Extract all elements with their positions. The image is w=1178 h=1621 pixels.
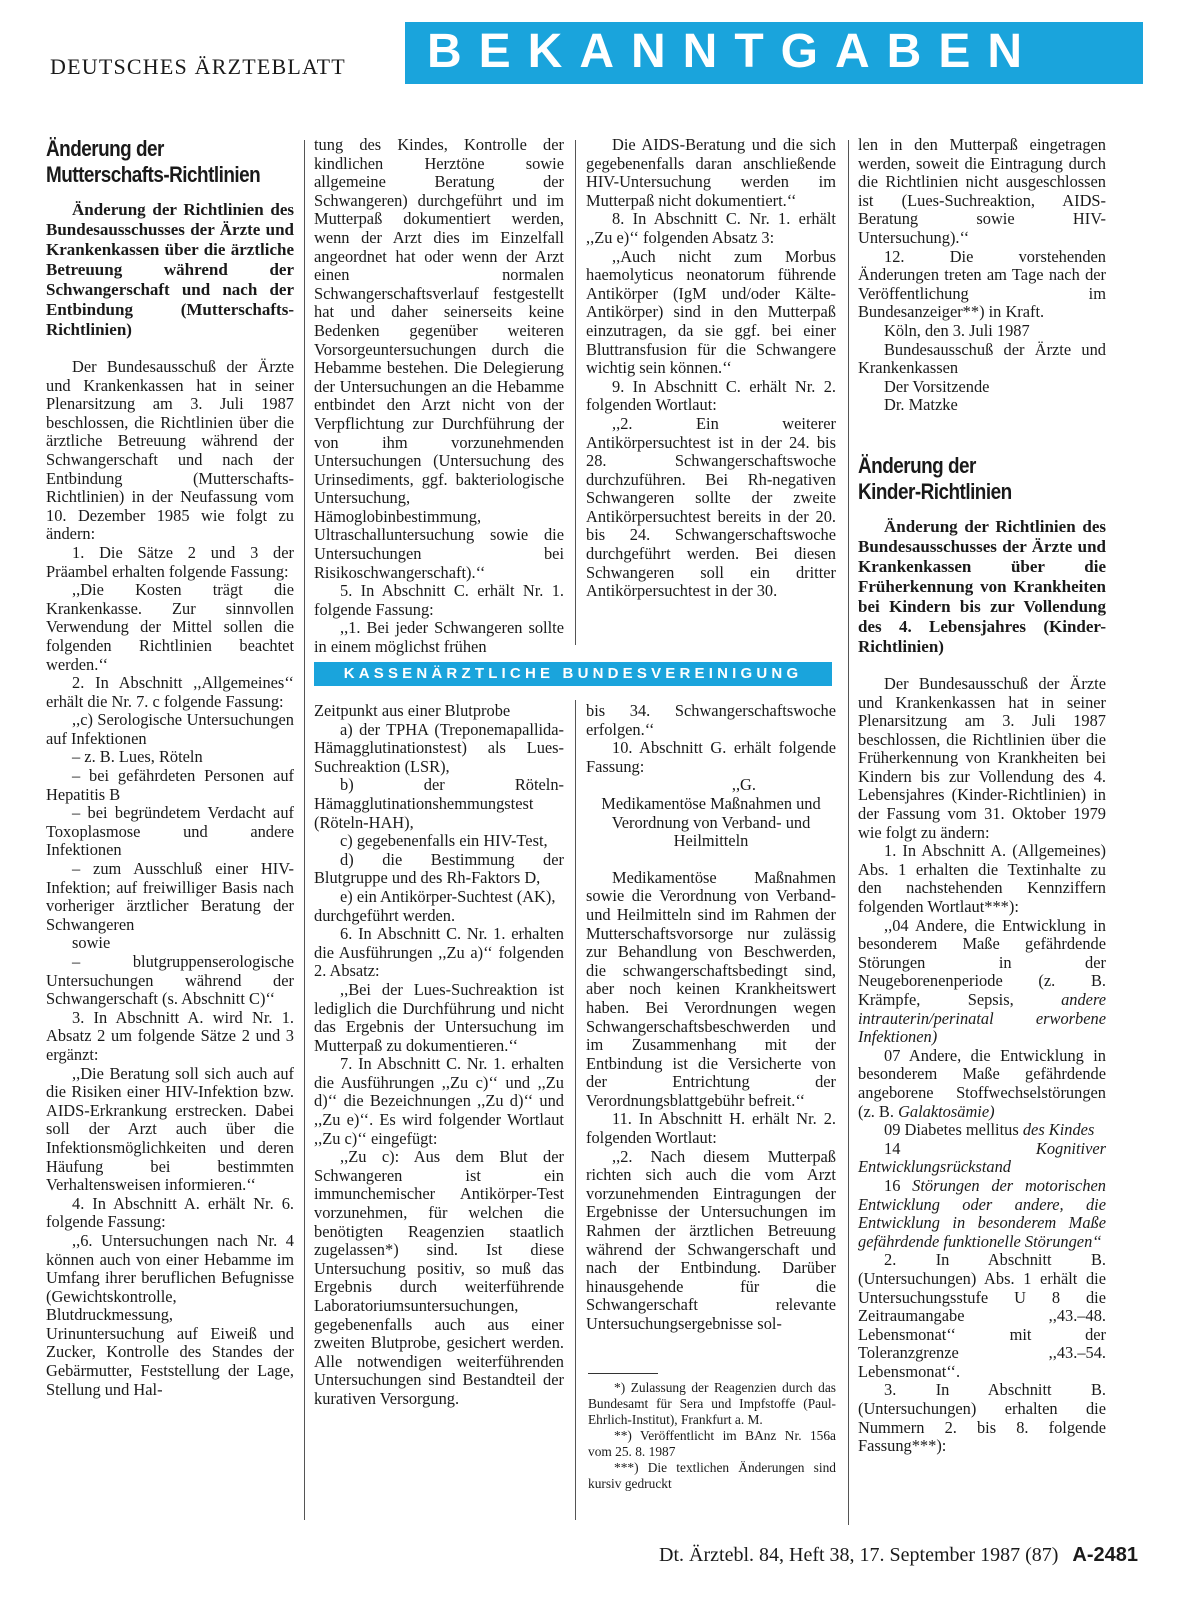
footnote: *) Zulassung der Reagenzien durch das Bundesamt für Sera und Impfstoffe (Paul-Ehrlich-Institut), Frankfurt a. M. [588,1380,836,1427]
paragraph: ,,c) Serologische Untersuchungen auf Infektionen [46,710,294,748]
article-title: Änderung der [858,452,976,478]
footnotes [588,1380,836,1492]
section-banner-title: BEKANNTGABEN [427,25,1039,78]
article-title: Kinder-Richtlinien [858,478,1012,504]
text: 14 [884,1138,1036,1158]
column-2-top [314,136,564,657]
paragraph: ,,Auch nicht zum Morbus haemolyticus neonatorum führende Antikörper (IgM und/oder Kälte-Antikörper) sind in den Mutterpaß einzutragen, da sie ggf. bei einer Bluttransfusion für die Schwangere wichtig sein können.‘‘ [586,246,836,378]
paragraph: 2. In Abschnitt ,,Allgemeines‘‘ erhält die Nr. 7. c folgende Fassung: [46,673,294,711]
column-2-bottom [314,702,564,1409]
list-item: – zum Ausschluß einer HIV-Infektion; auf freiwilliger Basis nach vorheriger ärztlicher Beratung der Schwangeren [46,859,294,934]
paragraph: 3. In Abschnitt B. (Untersuchungen) erhalten die Nummern 2. bis 8. folgende Fassung***): [858,1380,1106,1456]
column-1 [46,136,294,1399]
signature-name: Dr. Matzke [884,395,958,415]
paragraph: 10. Abschnitt G. erhält folgende Fassung: [586,738,836,776]
list-item: – bei begründetem Verdacht auf Toxoplasmose und andere Infektionen [46,803,294,860]
kbv-banner [314,662,832,686]
column-3-bottom [586,702,836,1334]
column-rule [575,700,576,1520]
paragraph: 5. In Abschnitt C. erhält Nr. 1. folgende Fassung: [314,581,564,619]
list-item: a) der TPHA (Treponemapallida-Hämagglutinationstest) als Lues-Suchreaktion (LSR), [314,719,564,776]
footnote: **) Veröffentlicht im BAnz Nr. 156a vom 25. 8. 1987 [588,1428,836,1459]
paragraph: ,,Die Kosten trägt die Krankenkasse. Zur sinnvollen Verwendung der Mittel sollen die folgenden Richtlinien beachtet werden.‘‘ [46,580,294,674]
footnote-rule [588,1373,658,1374]
list-item: b) der Röteln-Hämagglutinationshemmungstest (Röteln-HAH), [314,775,564,832]
paragraph: sowie [72,933,111,953]
paragraph: Medikamentöse Maßnahmen sowie die Verordnung von Verband- und Heilmitteln sind im Rahmen der Mutterschaftsvorsorge nur zulässig zur Behandlung von Beschwerden, die schwangerschaftsbedingt sind, aber noch keinen Krankheitswert haben. Bei Verordnungen wegen Schwangerschaftsbeschwerden und im Zusammenhang mit der Entbindung ist die Versicherte von der Entrichtung der Verordnungsblattgebühr befreit.‘‘ [586,867,836,1110]
paragraph: ,,Die Beratung soll sich auch auf die Risiken einer HIV-Infektion bzw. AIDS-Erkrankung erstrecken. Dabei soll der Arzt auch über die Infektionsmöglichkeiten und deren Häufung bei bestimmten Verhaltensweisen informieren.‘‘ [46,1063,294,1195]
article-subtitle: Änderung der Richtlinien des Bundesausschusses der Ärzte und Krankenkassen über die Früherkennung von Krankheiten bei Kindern bis zur Vollendung des 4. Lebensjahres (Kinder-Richtlinien) [858,516,1106,656]
article-title: Änderung der [46,136,164,161]
italic-text: Störungen der motorischen Entwicklung oder andere, die Entwicklung in besonderem Maße gefährdende funktionelle Störungen‘‘ [858,1175,1106,1251]
paragraph: Zeitpunkt aus einer Blutprobe [314,701,511,720]
paragraph: 1. Die Sätze 2 und 3 der Präambel erhalten folgende Fassung: [46,542,294,581]
paragraph: 6. In Abschnitt C. Nr. 1. erhalten die Ausführungen ,,Zu a)‘‘ folgenden 2. Absatz: [314,924,564,981]
paragraph: 8. In Abschnitt C. Nr. 1. erhält ,,Zu e)‘‘ folgenden Absatz 3: [586,209,836,247]
paragraph: Der Bundesausschuß der Ärzte und Krankenkassen hat in seiner Plenarsitzung am 3. Juli 1987 beschlossen, die Richtlinien über die ärztliche Betreuung während der Schwangerschaft und nach der Entbindung (Mutterschafts-Richtlinien) in der Neufassung vom 10. Dezember 1985 wie folgt zu ändern: [46,357,294,544]
paragraph [858,1047,1106,1121]
paragraph: len in den Mutterpaß eingetragen werden, soweit die Eintragung durch die Richtlinien nicht ausgeschlossen ist (Lues-Suchreaktion, AIDS-Beratung sowie HIV-Untersuchung).‘‘ [858,135,1106,247]
footnote: ***) Die textlichen Änderungen sind kursiv gedruckt [588,1460,836,1491]
text: ,,04 Andere, die Entwicklung in besonderem Maße gefährdende Störungen in der Neugeborenenperiode (z. B. Krämpfe, Sepsis, [858,915,1106,1009]
paragraph: ,,2. Nach diesem Mutterpaß richten sich auch die vom Arzt vorzunehmenden Eintragungen der Ergebnisse der Untersuchungen im Rahmen der ärztlichen Betreuung während der Schwangerschaft und nach der Entbindung. Darüber hinausgehende für die Schwangerschaft relevante Untersuchungsergebnisse sol- [586,1146,836,1333]
paragraph: ,,Zu c): Aus dem Blut der Schwangeren ist ein immunchemischer Antikörper-Test vorzunehmen, für welchen die benötigten Reagenzien staatlich zugelassen*) sind. Ist diese Untersuchung positiv, so muß das Ergebnis durch weiterführende Laboratoriumsuntersuchungen, gegebenenfalls auch aus einer zweiten Blutprobe, gesichert werden. Alle notwendigen weiterführenden Untersuchungen sind Bestandteil der kurativen Versorgung. [314,1147,564,1408]
column-rule [304,140,305,1520]
article-title: Mutterschafts-Richtlinien [46,162,261,187]
paragraph: ,,Bei der Lues-Suchreaktion ist lediglich die Durchführung und nicht das Ergebnis der Untersuchung im Mutterpaß zu dokumentieren.‘‘ [314,979,564,1055]
paragraph: 4. In Abschnitt A. erhält Nr. 6. folgende Fassung: [46,1193,294,1232]
section-heading: ,,G. [731,775,756,795]
paragraph [858,917,1106,1047]
paragraph [858,1177,1106,1251]
paragraph: 7. In Abschnitt C. Nr. 1. erhalten die Ausführungen ,,Zu c)‘‘ und ,,Zu d)‘‘ die Bezeichnungen ,,Zu d)‘‘ und ,,Zu e)‘‘. Es wird folgender Wortlaut ,,Zu c)‘‘ eingefügt: [314,1054,564,1148]
paragraph: 9. In Abschnitt C. erhält Nr. 2. folgenden Wortlaut: [586,376,836,415]
page-number: A-2481 [1072,1544,1138,1566]
paragraph: durchgeführt werden. [314,905,456,925]
list-item: – z. B. Lues, Röteln [72,747,203,767]
paragraph: 11. In Abschnitt H. erhält Nr. 2. folgenden Wortlaut: [586,1109,836,1148]
paragraph: ,,2. Ein weiterer Antikörpersuchtest ist in der 24. bis 28. Schwangerschaftswoche durchzuführen. Bei Rh-negativen Schwangeren sollte der zweite Antikörpersuchtest bereits in der 20. bis 24. Schwangerschaftswoche durchgeführt werden. Bei diesen Schwangeren soll ein dritter Antikörpersuchtest in der 30. [586,413,836,601]
signature-body: Bundesausschuß der Ärzte und Krankenkassen [858,339,1106,378]
list-item: – blutgruppenserologische Untersuchungen während der Schwangerschaft (s. Abschnitt C)‘‘ [46,952,294,1009]
paragraph: 2. In Abschnitt B. (Untersuchungen) Abs. 1 erhält die Untersuchungsstufe U 8 die Zeitraumangabe ,,43.–48. Lebensmonat‘‘ mit der Toleranzgrenze ,,43.–54. Lebensmonat‘‘. [858,1250,1106,1381]
text: 07 Andere, die Entwicklung in besonderem Maße gefährdende angeborene Stoffwechselstörungen (z. B. [858,1045,1106,1121]
column-4 [858,136,1106,1456]
paragraph: ,,1. Bei jeder Schwangeren sollte in einem möglichst frühen [314,618,564,657]
paragraph: 1. In Abschnitt A. (Allgemeines) Abs. 1 erhalten die Textinhalte zu den nachstehenden Kennziffern folgenden Wortlaut***): [858,841,1106,917]
list-item: d) die Bestimmung der Blutgruppe und des Rh-Faktors D, [314,849,564,888]
page-footer [659,1544,1138,1567]
kbv-banner-title: KASSENÄRZTLICHE BUNDESVEREINIGUNG [343,665,803,682]
italic-text: des Kindes [1022,1120,1095,1140]
paragraph: tung des Kindes, Kontrolle der kindlichen Herztöne sowie allgemeine Beratung der Schwangeren) durchgeführt und im Mutterpaß dokumentiert werden, wenn der Arzt dies im Einzelfall angeordnet hat oder wenn der Arzt einen normalen Schwangerschaftsverlauf festgestellt hat und daher seinerseits keine Bedenken gegenüber weiteren Vorsorgeuntersuchungen durch die Hebamme bestehen. Die Delegierung der Untersuchungen an die Hebamme entbindet den Arzt nicht von der Verpflichtung zur Durchführung der von ihm vorzunehmenden Untersuchungen (Untersuchung des Urinsediments, ggf. bakteriologische Untersuchung, Hämoglobinbestimmung, Ultraschalluntersuchung sowie die Untersuchungen bei Risikoschwangerschaft).‘‘ [314,135,564,582]
section-banner [405,22,1143,84]
citation: Dt. Ärztebl. 84, Heft 38, 17. September 1987 (87) [659,1544,1059,1566]
list-item: c) gegebenenfalls ein HIV-Test, [340,831,548,851]
signature-date: Köln, den 3. Juli 1987 [884,320,1030,340]
section-heading: Medikamentöse Maßnahmen und Verordnung von Verband- und Heilmitteln [601,793,821,851]
signature-role: Der Vorsitzende [884,376,990,396]
text: 16 [884,1175,913,1195]
list-item: – bei gefährdeten Personen auf Hepatitis B [46,766,294,804]
text: 09 Diabetes mellitus [884,1120,1023,1140]
italic-text: andere intrauterin/perinatal erworbene Infektionen) [858,990,1106,1047]
column-rule [575,140,576,645]
paragraph: 12. Die vorstehenden Änderungen treten am Tage nach der Veröffentlichung im Bundesanzeiger**) in Kraft. [858,246,1106,322]
paragraph: 3. In Abschnitt A. wird Nr. 1. Absatz 2 um folgende Sätze 2 und 3 ergänzt: [46,1007,294,1064]
italic-text: Kognitiver Entwicklungsrückstand [858,1138,1106,1177]
column-3-top [586,136,836,601]
article-subtitle: Änderung der Richtlinien des Bundesausschusses der Ärzte und Krankenkassen über die ärztliche Betreuung während der Schwangerschaft und nach der Entbindung (Mutterschafts-Richtlinien) [46,200,294,339]
paragraph: ,,6. Untersuchungen nach Nr. 4 können auch von einer Hebamme im Umfang ihrer beruflichen Befugnisse (Gewichtskontrolle, Blutdruckmessung, Urinuntersuchung auf Eiweiß und Zucker, Kontrolle des Standes der Gebärmutter, Feststellung der Lage, Stellung und Hal- [46,1230,294,1399]
paragraph [858,1140,1106,1177]
column-rule [848,140,849,1525]
italic-text: Galaktosämie) [898,1101,995,1121]
paragraph: Der Bundesausschuß der Ärzte und Krankenkassen hat in seiner Plenarsitzung am 3. Juli 1987 beschlossen, die Richtlinien über die Früherkennung von Krankheiten bei Kindern bis zur Vollendung des 4. Lebensjahres (Kinder-Richtlinien) in der Fassung vom 31. Oktober 1979 wie folgt zu ändern: [858,673,1106,842]
paragraph [858,1121,1106,1140]
paragraph: bis 34. Schwangerschaftswoche erfolgen.‘‘ [586,701,836,739]
list-item: e) ein Antikörper-Suchtest (AK), [340,886,556,906]
journal-name: DEUTSCHES ÄRZTEBLATT [50,54,346,79]
paragraph: Die AIDS-Beratung und die sich gegebenenfalls daran anschließende HIV-Untersuchung werden im Mutterpaß nicht dokumentiert.‘‘ [586,135,836,210]
